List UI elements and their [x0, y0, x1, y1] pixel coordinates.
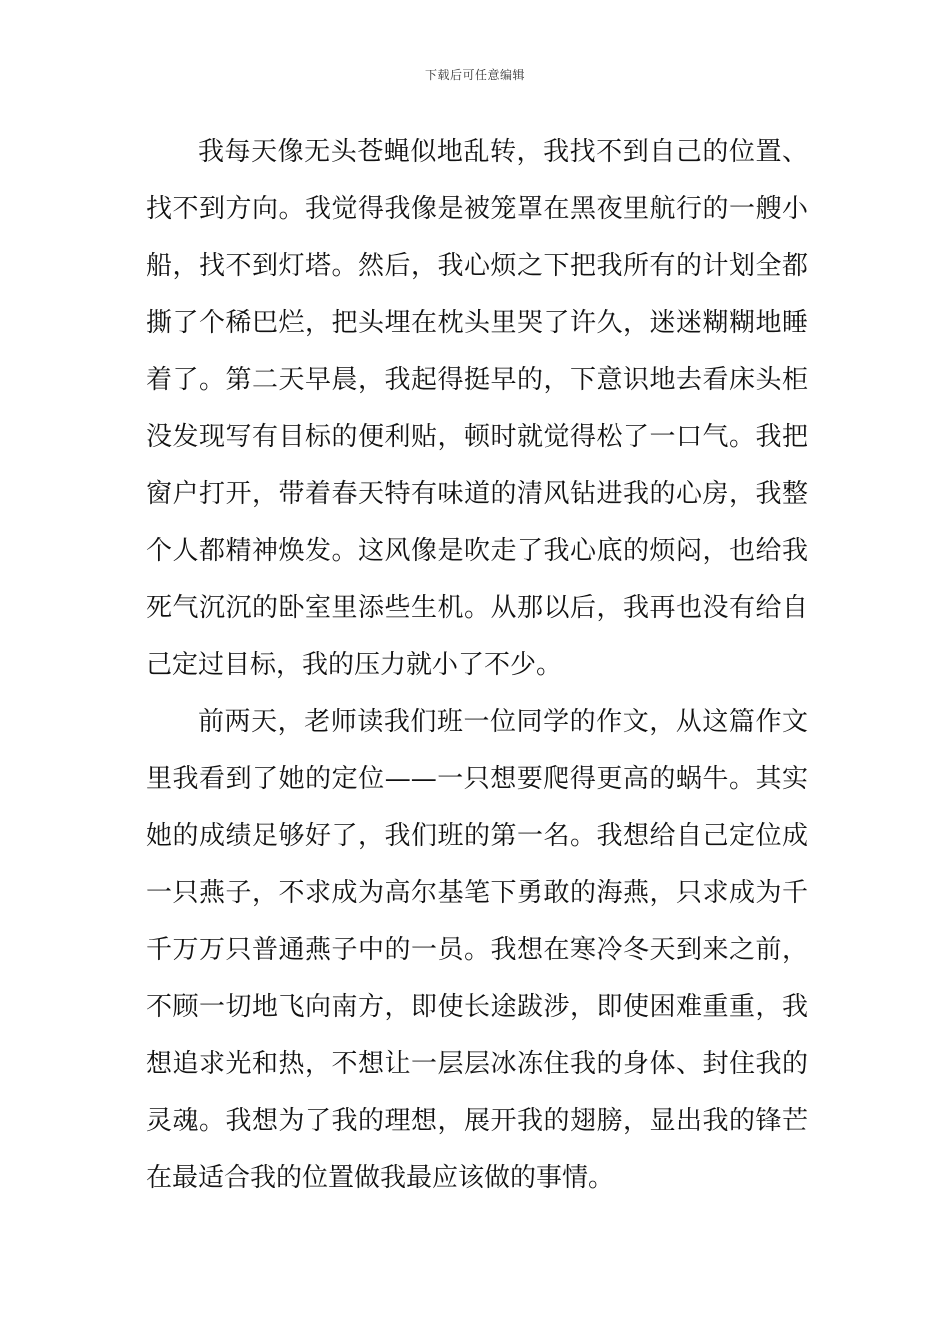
text-line: 一只燕子，不求成为高尔基笔下勇敢的海燕，只求成为千: [146, 878, 808, 908]
text-line: 不顾一切地飞向南方，即使长途跋涉，即使困难重重，我: [146, 992, 808, 1022]
text-line: 她的成绩足够好了，我们班的第一名。我想给自己定位成: [146, 821, 808, 851]
text-line: 个人都精神焕发。这风像是吹走了我心底的烦闷，也给我: [146, 536, 808, 566]
paragraph-2: [146, 694, 808, 1207]
text-line: 灵魂。我想为了我的理想，展开我的翅膀，显出我的锋芒: [146, 1106, 808, 1136]
paragraph-1: [146, 124, 808, 694]
text-line: 找不到方向。我觉得我像是被笼罩在黑夜里航行的一艘小: [146, 194, 808, 224]
text-line: 千万万只普通燕子中的一员。我想在寒冷冬天到来之前，: [146, 935, 808, 965]
text-line: 没发现写有目标的便利贴，顿时就觉得松了一口气。我把: [146, 422, 808, 452]
text-line: 想追求光和热，不想让一层层冰冻住我的身体、封住我的: [146, 1049, 808, 1079]
document-body: [146, 124, 808, 1207]
text-line: 着了。第二天早晨，我起得挺早的，下意识地去看床头柜: [146, 365, 808, 395]
text-line: 己定过目标，我的压力就小了不少。: [146, 650, 563, 680]
text-line: 死气沉沉的卧室里添些生机。从那以后，我再也没有给自: [146, 593, 808, 623]
text-line: 前两天，老师读我们班一位同学的作文，从这篇作文: [198, 707, 808, 737]
text-line: 里我看到了她的定位——一只想要爬得更高的蜗牛。其实: [146, 764, 808, 794]
text-line: 窗户打开，带着春天特有味道的清风钻进我的心房，我整: [146, 479, 808, 509]
text-line: 船，找不到灯塔。然后，我心烦之下把我所有的计划全都: [146, 251, 808, 281]
text-line: 撕了个稀巴烂，把头埋在枕头里哭了许久，迷迷糊糊地睡: [146, 308, 808, 338]
page-header: 下载后可任意编辑: [424, 68, 525, 82]
text-line: 在最适合我的位置做我最应该做的事情。: [146, 1163, 615, 1193]
text-line: 我每天像无头苍蝇似地乱转，我找不到自己的位置、: [198, 137, 808, 167]
